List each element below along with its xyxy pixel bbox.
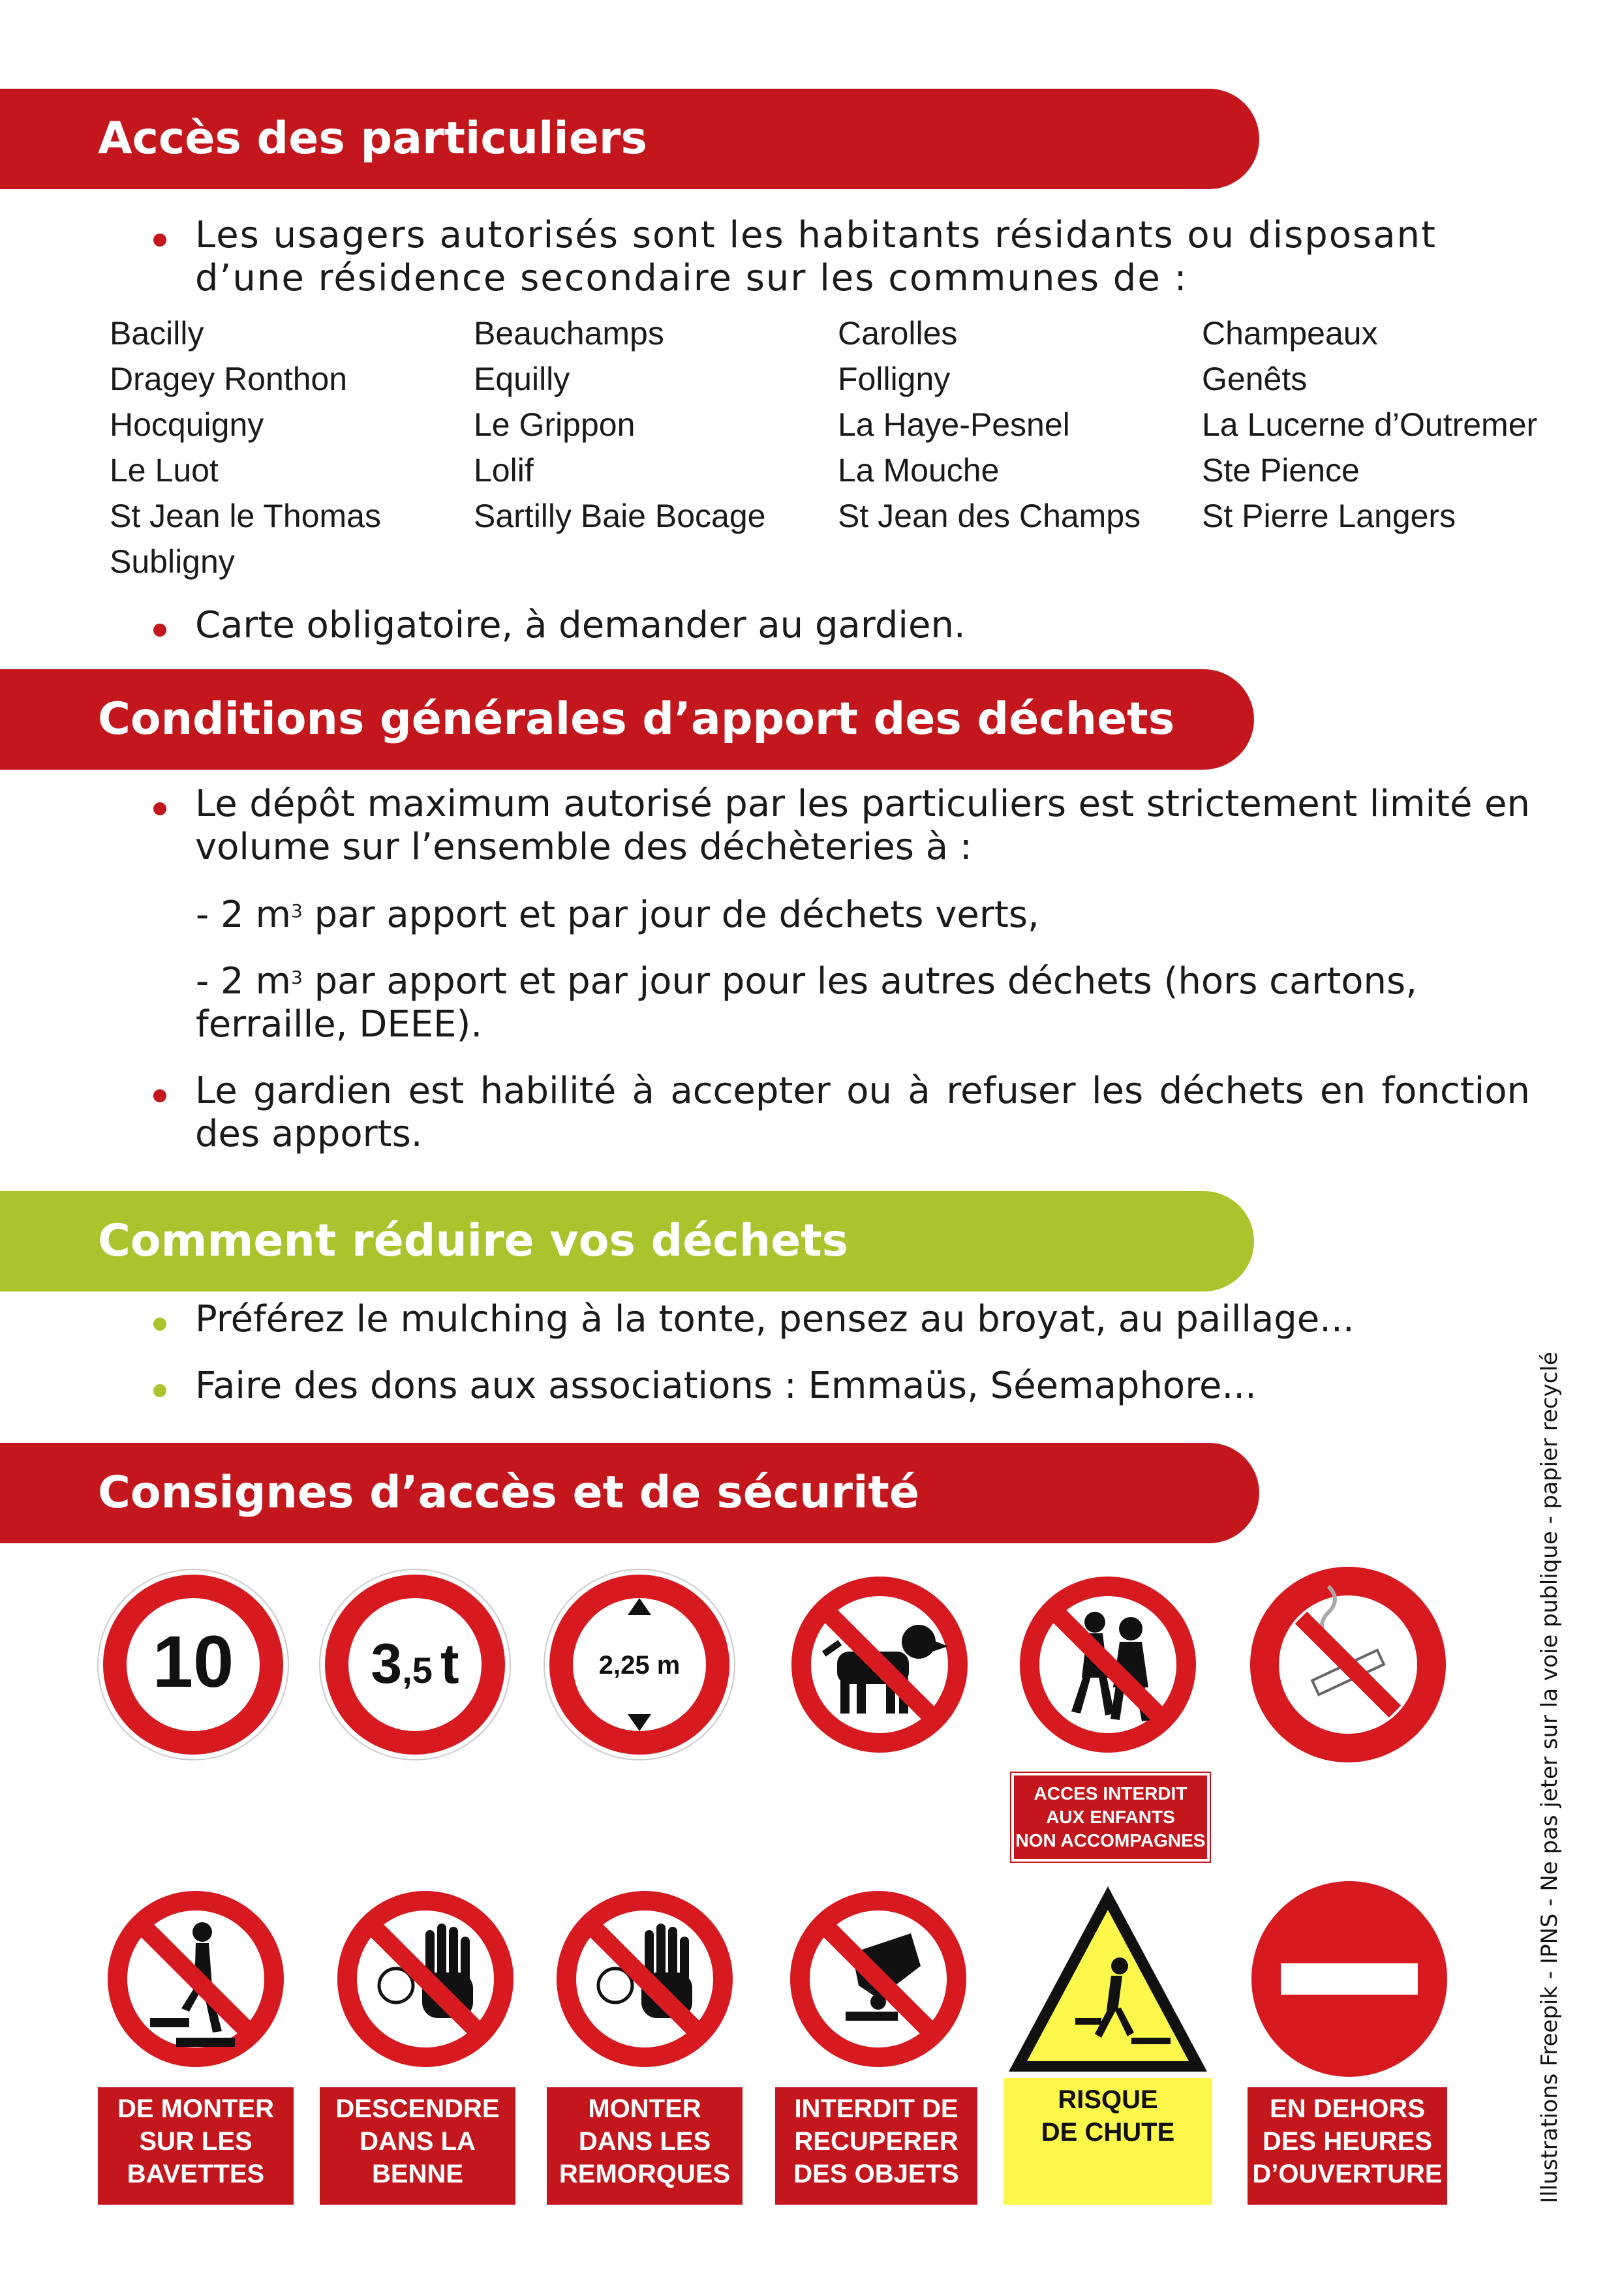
no-dogs-sign — [782, 1567, 977, 1762]
caption-line: DANS LA — [360, 2127, 476, 2156]
caption-line: DES OBJETS — [793, 2160, 959, 2188]
section-title-conditions: Conditions générales d’apport des déchets — [98, 693, 1175, 745]
reduce-bullet-1 — [140, 1298, 1530, 1341]
commune-item: Le Luot — [110, 452, 219, 489]
no-children-sign — [1010, 1567, 1206, 1762]
caption-line: INTERDIT DE — [794, 2094, 958, 2123]
height-limit-value: 2,25 m — [598, 1651, 681, 1680]
section-title-reduce: Comment réduire vos déchets — [98, 1215, 849, 1267]
speed-limit-sign — [95, 1567, 291, 1762]
plate-line: AUX ENFANTS — [1046, 1807, 1175, 1827]
weight-main: 3 — [371, 1633, 403, 1695]
section-title-access: Accès des particuliers — [98, 113, 647, 164]
line2-pre: - 2 m — [196, 960, 291, 1003]
no-climbing-sign — [98, 1881, 294, 2077]
reduce-bullet-2 — [140, 1365, 1530, 1408]
commune-item: Le Grippon — [474, 406, 636, 443]
caption-line: DE CHUTE — [1041, 2118, 1175, 2147]
plate-line: ACCES INTERDIT — [1034, 1783, 1187, 1804]
caption-line: MONTER — [588, 2094, 701, 2123]
access-bullet-1 — [140, 214, 1530, 300]
caption-line: BENNE — [371, 2160, 464, 2188]
conditions-line-2 — [196, 960, 1527, 1046]
banner-conditions — [0, 669, 1254, 770]
banner-reduce — [0, 1191, 1254, 1292]
footer-vertical-text — [1524, 1350, 1576, 2205]
access-bullet-1-text: Les usagers autorisés sont les habitants résidants ou disposant d’une résidence secondaire sur les communes de : — [195, 214, 1437, 299]
height-limit-sign — [542, 1567, 737, 1762]
line2-sup: 3 — [291, 967, 303, 988]
caption-no-climbing — [98, 2087, 294, 2205]
line1-sup: 3 — [291, 900, 303, 922]
bullet-dot — [153, 802, 166, 815]
no-smoking-sign — [1250, 1567, 1446, 1762]
no-scavenging-sign — [780, 1881, 976, 2077]
commune-item: Lolif — [474, 452, 534, 489]
conditions-bullet-1-text: Le dépôt maximum autorisé par les particuliers est strictement limité en volume sur l’ensemble des déchèteries à : — [195, 783, 1530, 868]
caption-line: D’OUVERTURE — [1252, 2160, 1443, 2188]
footer-vertical-label: Illustrations Freepik - IPNS - Ne pas jeter sur la voie publique - papier recyclé — [1537, 1352, 1563, 2203]
commune-item: La Haye-Pesnel — [838, 406, 1070, 443]
conditions-line-1 — [196, 894, 1527, 937]
children-warning-plate — [1011, 1773, 1210, 1862]
caption-fall-risk — [1004, 2078, 1212, 2205]
commune-item: Subligny — [110, 543, 235, 580]
bullet-dot — [153, 234, 166, 247]
caption-line: RECUPERER — [794, 2127, 958, 2156]
caption-no-entry — [1248, 2087, 1447, 2205]
commune-item: Champeaux — [1202, 315, 1378, 352]
plate-line: NON ACCOMPAGNES — [1015, 1830, 1206, 1850]
bullet-dot — [153, 1318, 166, 1331]
fall-risk-sign — [1004, 1881, 1212, 2077]
conditions-bullet-1 — [140, 783, 1530, 869]
access-bullet-2-text: Carte obligatoire, à demander au gardien. — [195, 604, 966, 646]
caption-line: DES HEURES — [1262, 2127, 1433, 2156]
commune-item: St Jean des Champs — [838, 498, 1141, 534]
caption-line: DANS LES — [578, 2127, 711, 2156]
commune-item: Beauchamps — [474, 315, 664, 352]
weight-limit-sign — [317, 1567, 513, 1762]
commune-item: St Jean le Thomas — [110, 498, 381, 534]
caption-line: RISQUE — [1058, 2085, 1158, 2114]
caption-line: SUR LES — [139, 2127, 253, 2156]
commune-item: Sartilly Baie Bocage — [474, 498, 766, 534]
no-climbing-trailer-sign — [547, 1881, 743, 2077]
speed-limit-value: 10 — [152, 1621, 234, 1702]
line1-pre: - 2 m — [196, 894, 291, 936]
reduce-bullet-2-text: Faire des dons aux associations : Emmaüs, Séemaphore... — [195, 1365, 1257, 1407]
access-bullet-2 — [140, 604, 1530, 647]
commune-item: Bacilly — [110, 315, 204, 352]
commune-item: St Pierre Langers — [1202, 498, 1456, 534]
commune-item: Hocquigny — [110, 406, 264, 443]
conditions-bullet-2-text: Le gardien est habilité à accepter ou à refuser les déchets en fonction des apports. — [195, 1070, 1530, 1155]
conditions-bullet-2 — [140, 1070, 1530, 1156]
commune-item: La Mouche — [838, 452, 1000, 489]
commune-item: Folligny — [838, 361, 951, 397]
bullet-dot — [153, 624, 166, 637]
commune-item: Dragey Ronthon — [110, 361, 348, 397]
communes-list — [110, 310, 1558, 584]
weight-comma: , — [402, 1650, 412, 1691]
weight-unit: t — [440, 1633, 459, 1695]
caption-line: DE MONTER — [117, 2094, 274, 2123]
no-entry-sign — [1251, 1881, 1447, 2077]
bullet-dot — [153, 1384, 166, 1397]
commune-item: Ste Pience — [1202, 452, 1360, 489]
line1-post: par apport et par jour de déchets verts, — [302, 894, 1039, 936]
line2-post: par apport et par jour pour les autres déchets (hors cartons, ferraille, DEEE). — [196, 960, 1417, 1046]
commune-item: Carolles — [838, 315, 958, 352]
commune-item: Genêts — [1202, 361, 1308, 397]
banner-safety — [0, 1443, 1259, 1543]
weight-decimal: 5 — [412, 1650, 433, 1691]
caption-no-trailer — [547, 2087, 743, 2205]
commune-item: Equilly — [474, 361, 570, 397]
caption-line: BAVETTES — [127, 2160, 265, 2188]
caption-no-scavenging — [775, 2087, 977, 2205]
banner-access — [0, 89, 1259, 189]
caption-line: EN DEHORS — [1270, 2094, 1425, 2123]
reduce-bullet-1-text: Préférez le mulching à la tonte, pensez au broyat, au paillage... — [195, 1298, 1355, 1340]
caption-line: DESCENDRE — [335, 2094, 500, 2123]
section-title-safety: Consignes d’accès et de sécurité — [98, 1467, 919, 1518]
bullet-dot — [153, 1089, 166, 1102]
caption-no-descend — [320, 2087, 515, 2205]
commune-item: La Lucerne d’Outremer — [1202, 406, 1538, 443]
no-entering-bin-sign — [328, 1881, 523, 2077]
caption-line: REMORQUES — [559, 2160, 731, 2188]
